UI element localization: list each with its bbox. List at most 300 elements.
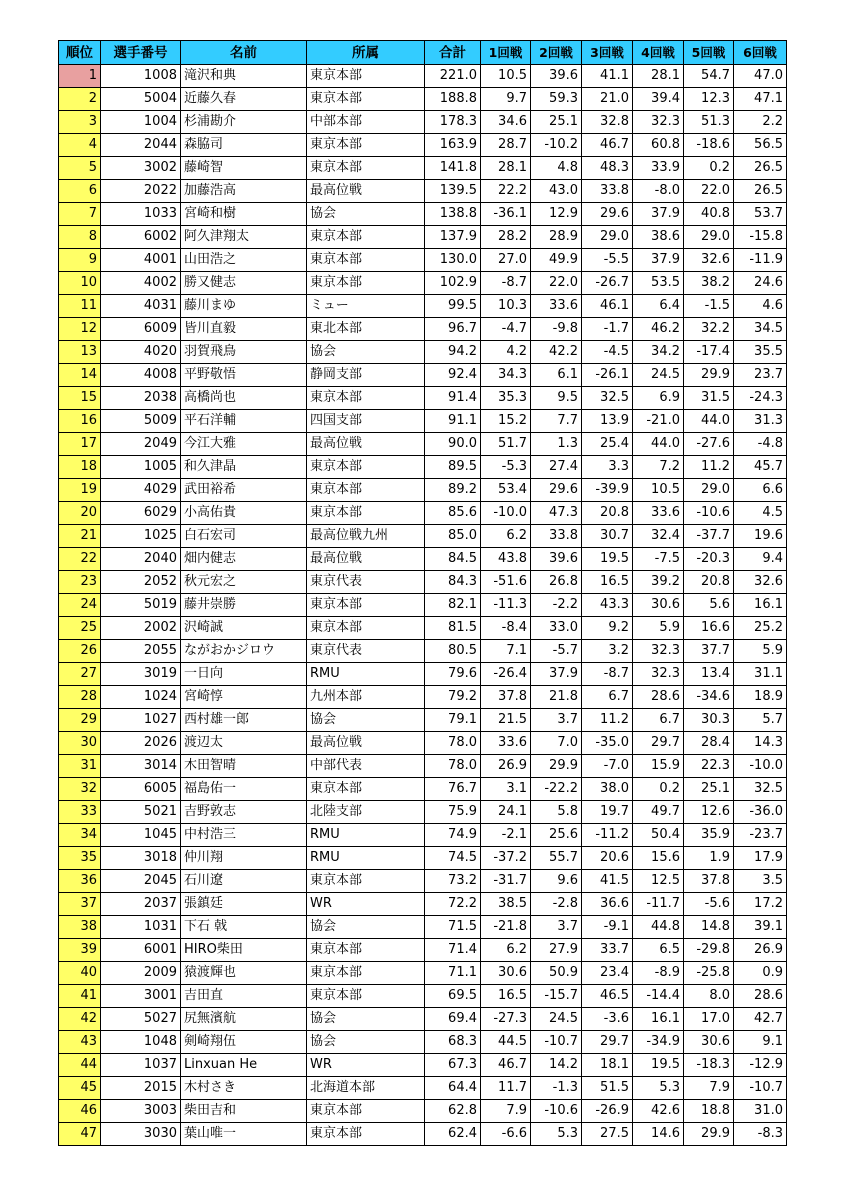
- rank-cell: 4: [59, 134, 101, 157]
- rank-cell: 31: [59, 755, 101, 778]
- affiliation-cell: WR: [307, 893, 425, 916]
- table-row: [59, 1008, 787, 1031]
- header-row: [59, 41, 787, 65]
- round-5-cell: -1.5: [684, 295, 734, 318]
- player-number-cell: 4008: [101, 364, 181, 387]
- rank-cell: 13: [59, 341, 101, 364]
- round-6-cell: 56.5: [734, 134, 787, 157]
- name-cell: 柴田吉和: [181, 1100, 307, 1123]
- round-3-cell: 21.0: [582, 88, 633, 111]
- affiliation-cell: 四国支部: [307, 410, 425, 433]
- round-1-cell: 7.9: [481, 1100, 531, 1123]
- affiliation-cell: 中部本部: [307, 111, 425, 134]
- round-5-cell: 12.3: [684, 88, 734, 111]
- round-2-cell: 49.9: [531, 249, 582, 272]
- round-6-cell: -4.8: [734, 433, 787, 456]
- round-2-cell: 9.6: [531, 870, 582, 893]
- player-number-cell: 6009: [101, 318, 181, 341]
- round-4-cell: 6.4: [633, 295, 684, 318]
- round-1-cell: 9.7: [481, 88, 531, 111]
- player-number-cell: 5027: [101, 1008, 181, 1031]
- round-3-cell: 16.5: [582, 571, 633, 594]
- player-number-cell: 6001: [101, 939, 181, 962]
- round-3-cell: 46.7: [582, 134, 633, 157]
- affiliation-cell: 最高位戦: [307, 548, 425, 571]
- round-5-cell: 35.9: [684, 824, 734, 847]
- round-5-cell: 30.3: [684, 709, 734, 732]
- table-row: [59, 318, 787, 341]
- name-cell: 仲川翔: [181, 847, 307, 870]
- affiliation-cell: 最高位戦: [307, 180, 425, 203]
- round-1-cell: 43.8: [481, 548, 531, 571]
- round-2-cell: 3.7: [531, 916, 582, 939]
- table-row: [59, 571, 787, 594]
- round-3-cell: 29.0: [582, 226, 633, 249]
- round-4-cell: 5.3: [633, 1077, 684, 1100]
- total-cell: 90.0: [425, 433, 481, 456]
- rank-cell: 37: [59, 893, 101, 916]
- rank-cell: 33: [59, 801, 101, 824]
- round-1-cell: 6.2: [481, 939, 531, 962]
- round-1-cell: -4.7: [481, 318, 531, 341]
- round-3-cell: -7.0: [582, 755, 633, 778]
- rank-cell: 29: [59, 709, 101, 732]
- round-6-cell: 45.7: [734, 456, 787, 479]
- round-1-cell: 22.2: [481, 180, 531, 203]
- total-cell: 79.1: [425, 709, 481, 732]
- round-1-cell: 46.7: [481, 1054, 531, 1077]
- round-5-cell: 16.6: [684, 617, 734, 640]
- affiliation-cell: 静岡支部: [307, 364, 425, 387]
- rank-cell: 43: [59, 1031, 101, 1054]
- affiliation-cell: 協会: [307, 709, 425, 732]
- affiliation-cell: 最高位戦: [307, 433, 425, 456]
- affiliation-cell: 東京本部: [307, 939, 425, 962]
- round-4-cell: 19.5: [633, 1054, 684, 1077]
- round-2-cell: -15.7: [531, 985, 582, 1008]
- round-2-cell: 33.8: [531, 525, 582, 548]
- round-2-cell: 5.3: [531, 1123, 582, 1146]
- player-number-cell: 1037: [101, 1054, 181, 1077]
- table-row: [59, 456, 787, 479]
- table-row: [59, 502, 787, 525]
- round-4-cell: 44.8: [633, 916, 684, 939]
- rank-cell: 38: [59, 916, 101, 939]
- affiliation-cell: 東京本部: [307, 88, 425, 111]
- round-3-cell: 48.3: [582, 157, 633, 180]
- round-2-cell: -1.3: [531, 1077, 582, 1100]
- header-round-3: 3回戦: [582, 41, 633, 65]
- round-5-cell: -17.4: [684, 341, 734, 364]
- rank-cell: 5: [59, 157, 101, 180]
- round-5-cell: 51.3: [684, 111, 734, 134]
- player-number-cell: 2055: [101, 640, 181, 663]
- rank-cell: 21: [59, 525, 101, 548]
- round-5-cell: 22.3: [684, 755, 734, 778]
- name-cell: 武田裕希: [181, 479, 307, 502]
- round-3-cell: 6.7: [582, 686, 633, 709]
- round-6-cell: 31.3: [734, 410, 787, 433]
- round-2-cell: 7.0: [531, 732, 582, 755]
- name-cell: 高橋尚也: [181, 387, 307, 410]
- round-4-cell: -8.9: [633, 962, 684, 985]
- round-4-cell: 37.9: [633, 249, 684, 272]
- affiliation-cell: 東京代表: [307, 571, 425, 594]
- round-5-cell: 40.8: [684, 203, 734, 226]
- round-6-cell: 19.6: [734, 525, 787, 548]
- affiliation-cell: 東京本部: [307, 226, 425, 249]
- round-6-cell: 18.9: [734, 686, 787, 709]
- round-4-cell: 28.6: [633, 686, 684, 709]
- affiliation-cell: RMU: [307, 663, 425, 686]
- round-5-cell: 28.4: [684, 732, 734, 755]
- header-player-number: 選手番号: [101, 41, 181, 65]
- round-1-cell: 44.5: [481, 1031, 531, 1054]
- name-cell: 葉山唯一: [181, 1123, 307, 1146]
- name-cell: 平石洋輔: [181, 410, 307, 433]
- round-3-cell: 29.6: [582, 203, 633, 226]
- round-1-cell: 11.7: [481, 1077, 531, 1100]
- round-3-cell: 20.8: [582, 502, 633, 525]
- round-2-cell: -2.8: [531, 893, 582, 916]
- round-5-cell: 25.1: [684, 778, 734, 801]
- total-cell: 72.2: [425, 893, 481, 916]
- total-cell: 78.0: [425, 755, 481, 778]
- round-2-cell: 33.6: [531, 295, 582, 318]
- table-row: [59, 962, 787, 985]
- round-1-cell: 6.2: [481, 525, 531, 548]
- round-5-cell: 8.0: [684, 985, 734, 1008]
- name-cell: 和久津晶: [181, 456, 307, 479]
- round-4-cell: 6.5: [633, 939, 684, 962]
- rank-cell: 1: [59, 65, 101, 88]
- round-5-cell: 7.9: [684, 1077, 734, 1100]
- round-3-cell: 41.1: [582, 65, 633, 88]
- round-4-cell: -14.4: [633, 985, 684, 1008]
- total-cell: 76.7: [425, 778, 481, 801]
- table-row: [59, 249, 787, 272]
- player-number-cell: 4002: [101, 272, 181, 295]
- round-3-cell: 33.8: [582, 180, 633, 203]
- round-5-cell: -37.7: [684, 525, 734, 548]
- player-number-cell: 4001: [101, 249, 181, 272]
- round-3-cell: -39.9: [582, 479, 633, 502]
- round-5-cell: 29.9: [684, 1123, 734, 1146]
- total-cell: 80.5: [425, 640, 481, 663]
- round-6-cell: 34.5: [734, 318, 787, 341]
- round-5-cell: 37.7: [684, 640, 734, 663]
- table-row: [59, 180, 787, 203]
- total-cell: 163.9: [425, 134, 481, 157]
- rank-cell: 34: [59, 824, 101, 847]
- round-3-cell: 3.2: [582, 640, 633, 663]
- round-2-cell: 24.5: [531, 1008, 582, 1031]
- round-1-cell: 27.0: [481, 249, 531, 272]
- round-2-cell: 4.8: [531, 157, 582, 180]
- round-1-cell: 28.7: [481, 134, 531, 157]
- round-5-cell: -18.3: [684, 1054, 734, 1077]
- round-2-cell: 22.0: [531, 272, 582, 295]
- round-4-cell: 0.2: [633, 778, 684, 801]
- affiliation-cell: RMU: [307, 847, 425, 870]
- rank-cell: 12: [59, 318, 101, 341]
- round-1-cell: -51.6: [481, 571, 531, 594]
- rank-cell: 25: [59, 617, 101, 640]
- affiliation-cell: 東京本部: [307, 249, 425, 272]
- round-3-cell: 32.5: [582, 387, 633, 410]
- round-4-cell: 30.6: [633, 594, 684, 617]
- name-cell: 沢崎誠: [181, 617, 307, 640]
- round-4-cell: 10.5: [633, 479, 684, 502]
- affiliation-cell: 東京本部: [307, 65, 425, 88]
- rank-cell: 8: [59, 226, 101, 249]
- affiliation-cell: 東京本部: [307, 502, 425, 525]
- round-4-cell: 49.7: [633, 801, 684, 824]
- round-6-cell: 32.6: [734, 571, 787, 594]
- player-number-cell: 3019: [101, 663, 181, 686]
- total-cell: 71.5: [425, 916, 481, 939]
- table-row: [59, 916, 787, 939]
- round-6-cell: 16.1: [734, 594, 787, 617]
- table-row: [59, 65, 787, 88]
- table-row: [59, 594, 787, 617]
- round-1-cell: 34.3: [481, 364, 531, 387]
- round-5-cell: 38.2: [684, 272, 734, 295]
- round-6-cell: -23.7: [734, 824, 787, 847]
- name-cell: 剣崎翔伍: [181, 1031, 307, 1054]
- player-number-cell: 5021: [101, 801, 181, 824]
- round-3-cell: 43.3: [582, 594, 633, 617]
- affiliation-cell: 最高位戦九州: [307, 525, 425, 548]
- name-cell: 羽賀飛鳥: [181, 341, 307, 364]
- rank-cell: 15: [59, 387, 101, 410]
- table-row: [59, 433, 787, 456]
- round-5-cell: -18.6: [684, 134, 734, 157]
- round-5-cell: 0.2: [684, 157, 734, 180]
- round-5-cell: 44.0: [684, 410, 734, 433]
- round-5-cell: -34.6: [684, 686, 734, 709]
- round-3-cell: 32.8: [582, 111, 633, 134]
- table-row: [59, 985, 787, 1008]
- table-row: [59, 525, 787, 548]
- round-2-cell: 7.7: [531, 410, 582, 433]
- affiliation-cell: 北海道本部: [307, 1077, 425, 1100]
- name-cell: 畑内健志: [181, 548, 307, 571]
- round-5-cell: 22.0: [684, 180, 734, 203]
- round-3-cell: 20.6: [582, 847, 633, 870]
- round-6-cell: 9.1: [734, 1031, 787, 1054]
- round-2-cell: 55.7: [531, 847, 582, 870]
- round-1-cell: 16.5: [481, 985, 531, 1008]
- round-4-cell: 14.6: [633, 1123, 684, 1146]
- total-cell: 79.2: [425, 686, 481, 709]
- rank-cell: 30: [59, 732, 101, 755]
- round-3-cell: 9.2: [582, 617, 633, 640]
- player-number-cell: 1045: [101, 824, 181, 847]
- round-1-cell: 28.2: [481, 226, 531, 249]
- affiliation-cell: 北陸支部: [307, 801, 425, 824]
- affiliation-cell: 東京本部: [307, 870, 425, 893]
- table-row: [59, 1054, 787, 1077]
- round-3-cell: 19.5: [582, 548, 633, 571]
- round-5-cell: -27.6: [684, 433, 734, 456]
- name-cell: 猿渡輝也: [181, 962, 307, 985]
- round-6-cell: -12.9: [734, 1054, 787, 1077]
- round-6-cell: 4.5: [734, 502, 787, 525]
- table-row: [59, 893, 787, 916]
- round-4-cell: 46.2: [633, 318, 684, 341]
- rank-cell: 42: [59, 1008, 101, 1031]
- table-row: [59, 88, 787, 111]
- round-1-cell: 4.2: [481, 341, 531, 364]
- header-round-6: 6回戦: [734, 41, 787, 65]
- round-6-cell: 26.9: [734, 939, 787, 962]
- round-4-cell: 39.2: [633, 571, 684, 594]
- round-4-cell: 53.5: [633, 272, 684, 295]
- table-row: [59, 824, 787, 847]
- rank-cell: 26: [59, 640, 101, 663]
- round-6-cell: 4.6: [734, 295, 787, 318]
- affiliation-cell: ミュー: [307, 295, 425, 318]
- round-3-cell: -4.5: [582, 341, 633, 364]
- round-6-cell: -11.9: [734, 249, 787, 272]
- total-cell: 85.0: [425, 525, 481, 548]
- round-4-cell: 50.4: [633, 824, 684, 847]
- round-2-cell: 5.8: [531, 801, 582, 824]
- total-cell: 188.8: [425, 88, 481, 111]
- round-6-cell: 42.7: [734, 1008, 787, 1031]
- rank-cell: 45: [59, 1077, 101, 1100]
- round-5-cell: 18.8: [684, 1100, 734, 1123]
- table-row: [59, 1077, 787, 1100]
- round-2-cell: 43.0: [531, 180, 582, 203]
- round-4-cell: 6.7: [633, 709, 684, 732]
- round-2-cell: 3.7: [531, 709, 582, 732]
- round-3-cell: -11.2: [582, 824, 633, 847]
- round-1-cell: 33.6: [481, 732, 531, 755]
- round-6-cell: 5.7: [734, 709, 787, 732]
- affiliation-cell: RMU: [307, 824, 425, 847]
- round-5-cell: 17.0: [684, 1008, 734, 1031]
- round-6-cell: 14.3: [734, 732, 787, 755]
- name-cell: 石川遼: [181, 870, 307, 893]
- name-cell: 勝又健志: [181, 272, 307, 295]
- total-cell: 91.1: [425, 410, 481, 433]
- affiliation-cell: 東京本部: [307, 1123, 425, 1146]
- round-6-cell: 17.9: [734, 847, 787, 870]
- round-6-cell: 28.6: [734, 985, 787, 1008]
- name-cell: 宮崎和樹: [181, 203, 307, 226]
- round-4-cell: 12.5: [633, 870, 684, 893]
- rank-cell: 7: [59, 203, 101, 226]
- round-5-cell: 14.8: [684, 916, 734, 939]
- round-6-cell: 32.5: [734, 778, 787, 801]
- round-6-cell: -8.3: [734, 1123, 787, 1146]
- round-1-cell: 7.1: [481, 640, 531, 663]
- round-2-cell: -5.7: [531, 640, 582, 663]
- round-4-cell: 32.3: [633, 640, 684, 663]
- table-row: [59, 801, 787, 824]
- total-cell: 139.5: [425, 180, 481, 203]
- round-4-cell: 42.6: [633, 1100, 684, 1123]
- round-2-cell: -2.2: [531, 594, 582, 617]
- table-row: [59, 295, 787, 318]
- round-5-cell: 32.2: [684, 318, 734, 341]
- total-cell: 84.5: [425, 548, 481, 571]
- round-5-cell: 29.9: [684, 364, 734, 387]
- round-6-cell: 39.1: [734, 916, 787, 939]
- player-number-cell: 2044: [101, 134, 181, 157]
- name-cell: 藤井崇勝: [181, 594, 307, 617]
- total-cell: 68.3: [425, 1031, 481, 1054]
- affiliation-cell: 中部代表: [307, 755, 425, 778]
- rank-cell: 2: [59, 88, 101, 111]
- round-2-cell: 37.9: [531, 663, 582, 686]
- player-number-cell: 2037: [101, 893, 181, 916]
- round-2-cell: 59.3: [531, 88, 582, 111]
- round-4-cell: 16.1: [633, 1008, 684, 1031]
- round-6-cell: -10.0: [734, 755, 787, 778]
- affiliation-cell: 東京本部: [307, 479, 425, 502]
- table-row: [59, 111, 787, 134]
- player-number-cell: 2026: [101, 732, 181, 755]
- affiliation-cell: 九州本部: [307, 686, 425, 709]
- round-2-cell: 6.1: [531, 364, 582, 387]
- round-5-cell: 31.5: [684, 387, 734, 410]
- round-2-cell: 42.2: [531, 341, 582, 364]
- name-cell: Linxuan He: [181, 1054, 307, 1077]
- affiliation-cell: 最高位戦: [307, 732, 425, 755]
- total-cell: 75.9: [425, 801, 481, 824]
- round-2-cell: 1.3: [531, 433, 582, 456]
- total-cell: 92.4: [425, 364, 481, 387]
- round-4-cell: 7.2: [633, 456, 684, 479]
- round-6-cell: 9.4: [734, 548, 787, 571]
- player-number-cell: 2040: [101, 548, 181, 571]
- round-4-cell: 15.9: [633, 755, 684, 778]
- affiliation-cell: 東京本部: [307, 617, 425, 640]
- total-cell: 102.9: [425, 272, 481, 295]
- round-1-cell: 10.5: [481, 65, 531, 88]
- round-4-cell: 38.6: [633, 226, 684, 249]
- table-row: [59, 1100, 787, 1123]
- table-row: [59, 939, 787, 962]
- round-1-cell: -26.4: [481, 663, 531, 686]
- name-cell: 近藤久春: [181, 88, 307, 111]
- round-3-cell: 46.1: [582, 295, 633, 318]
- rank-cell: 10: [59, 272, 101, 295]
- rank-cell: 16: [59, 410, 101, 433]
- total-cell: 94.2: [425, 341, 481, 364]
- total-cell: 79.6: [425, 663, 481, 686]
- table-row: [59, 847, 787, 870]
- round-4-cell: 29.7: [633, 732, 684, 755]
- total-cell: 71.4: [425, 939, 481, 962]
- affiliation-cell: 東京本部: [307, 985, 425, 1008]
- name-cell: 加藤浩高: [181, 180, 307, 203]
- rank-cell: 46: [59, 1100, 101, 1123]
- affiliation-cell: 東北本部: [307, 318, 425, 341]
- table-row: [59, 226, 787, 249]
- round-2-cell: 25.1: [531, 111, 582, 134]
- round-5-cell: 11.2: [684, 456, 734, 479]
- total-cell: 69.4: [425, 1008, 481, 1031]
- table-row: [59, 387, 787, 410]
- round-2-cell: -10.2: [531, 134, 582, 157]
- rank-cell: 35: [59, 847, 101, 870]
- round-3-cell: 27.5: [582, 1123, 633, 1146]
- round-1-cell: 21.5: [481, 709, 531, 732]
